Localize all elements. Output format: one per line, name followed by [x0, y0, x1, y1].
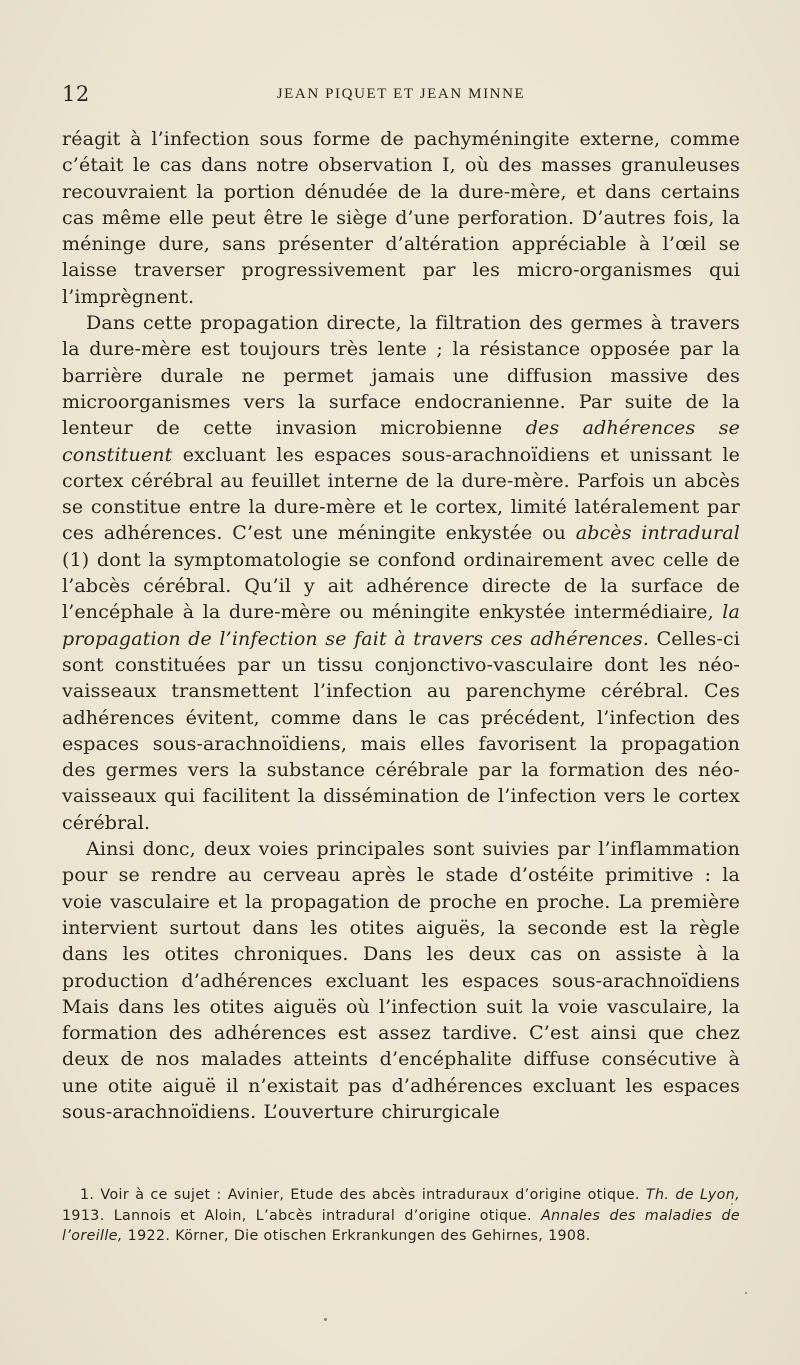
paragraph [62, 836, 740, 1125]
italic-segment: des adhérences se constituent [62, 417, 741, 466]
running-title: JEAN PIQUET ET JEAN MINNE [276, 86, 526, 102]
footnote-segment: 1913. Lannois et Aloin, L’abcès intradural d’origine otique. [62, 1207, 542, 1224]
text-segment: excluant les espaces sous-arachnoïdiens et unissant le cortex cérébral au feuillet interne de la dure-mère. Parfois un abcès se constitue entre la dure-mère et le cortex, limité latéralement par ces adhérences. C’est une méningite enkystée ou [62, 443, 740, 545]
italic-segment: abcès intradural [575, 522, 740, 545]
text-segment: Dans cette propagation directe, la filtration des germes à travers la dure-mère est toujours très lente ; la résistance opposée par la barrière durale ne permet jamais une diffusion massive des microorganismes vers la surface endocranienne. Par suite de la lenteur de cette invasion microbienne [62, 312, 740, 440]
text-segment: Ainsi donc, deux voies principales sont suivies par l’inflammation pour se rendre au cerveau après le stade d’ostéite primitive : la voie vasculaire et la propagation de proche en proche. La première intervient surtout dans les otites aiguës, la seconde est la règle dans les otites chroniques. Dans les deux cas on assiste à la production d’adhérences excluant les espaces sous-arachnoïdiens Mais dans les otites aiguës où l’infection suit la voie vasculaire, la formation des adhérences est assez tardive. C’est ainsi que chez deux de nos malades atteints d’encéphalite diffuse consécutive à une otite aiguë il n’existait pas d’adhérences excluant les espaces sous-arachnoïdiens. L’ouverture chirurgicale [62, 838, 740, 1123]
footnote-italic-segment: Th. de Lyon, [645, 1187, 740, 1203]
footnote-italic-segment: Annales des maladies de l’oreille, [62, 1207, 740, 1244]
text-segment: Celles-ci sont constituées par un tissu conjonctivo-vasculaire dont les néo-vaisseaux transmettent l’infection au parenchyme cérébral. Ces adhérences évitent, comme dans le cas précédent, l’infection des espaces sous-arachnoïdiens, mais elles favorisent la propagation des germes vers la substance cérébrale par la formation des néo-vaisseaux qui facilitent la dissémination de l’infection vers le cortex cérébral. [62, 627, 741, 834]
page-number: 12 [62, 82, 90, 106]
footnote-item [62, 1185, 740, 1247]
paper-speck [324, 1318, 327, 1321]
paper-speck [745, 1292, 747, 1294]
footnote-segment: 1. Voir à ce sujet : Avinier, Etude des abcès intraduraux d’origine otique. [80, 1187, 646, 1203]
footnote [62, 1185, 740, 1247]
italic-segment: la propagation de l’infection se fait à travers ces adhérences. [62, 601, 740, 650]
paragraph [62, 126, 740, 310]
footnote-segment: 1922. Körner, Die otischen Erkrankungen des Gehirnes, 1908. [122, 1228, 591, 1244]
paragraph [62, 310, 740, 836]
paper-speck [731, 1203, 733, 1205]
running-head [62, 82, 740, 112]
text-segment: (1) dont la symptomatologie se confond ordinairement avec celle de l’abcès cérébral. Qu’il y ait adhérence directe de la surface de l’encéphale à la dure-mère ou méningite enkystée intermédiaire, [62, 548, 740, 624]
text-segment: réagit à l’infection sous forme de pachyméningite externe, comme c’était le cas dans notre observation I, où des masses granuleuses recouvraient la portion dénudée de la dure-mère, et dans certains cas même elle peut être le siège d’une perforation. D’autres fois, la méninge dure, sans présenter d’altération appréciable à l’œil se laisse traverser progressivement par les micro-organismes qui l’imprègnent. [62, 128, 740, 308]
body-text [62, 126, 740, 1125]
